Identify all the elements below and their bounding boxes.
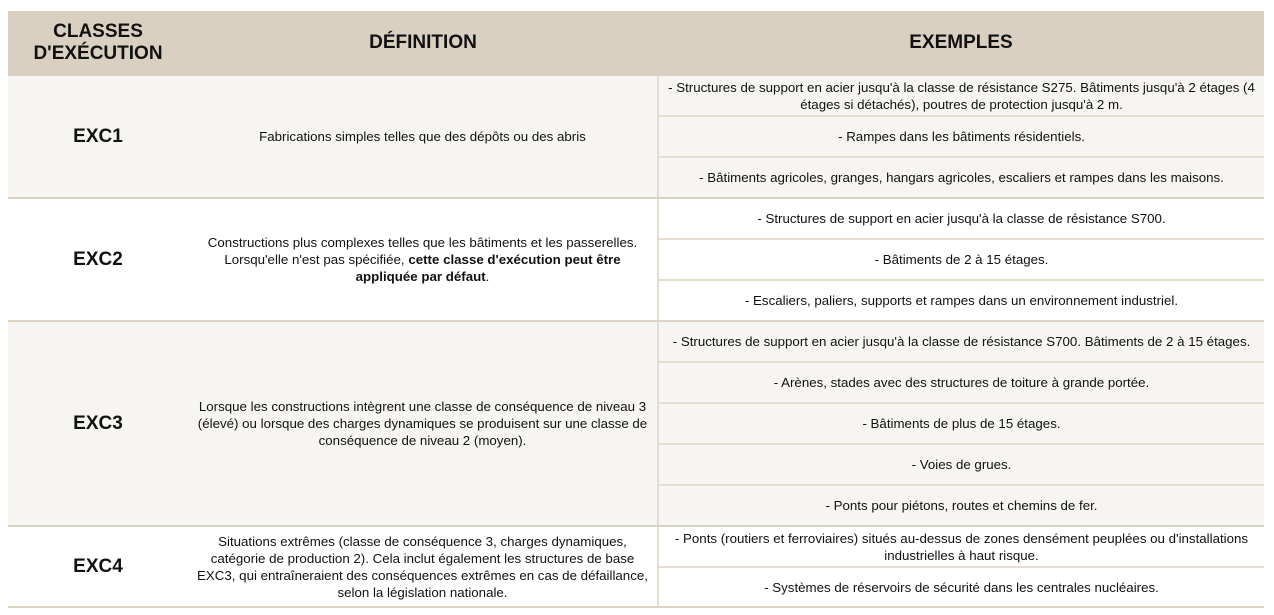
execution-classes-table-wrapper <box>8 11 1264 608</box>
definition-exc1: Fabrications simples telles que des dépôts ou des abris <box>188 75 658 198</box>
class-label-exc3: EXC3 <box>8 321 188 526</box>
example-item: - Bâtiments de 2 à 15 étages. <box>658 239 1264 280</box>
example-item: - Ponts pour piétons, routes et chemins de fer. <box>658 485 1264 526</box>
example-item: - Escaliers, paliers, supports et rampes dans un environnement industriel. <box>658 280 1264 321</box>
example-item: - Structures de support en acier jusqu'à la classe de résistance S700. <box>658 198 1264 239</box>
class-label-exc4: EXC4 <box>8 526 188 607</box>
definition-exc4: Situations extrêmes (classe de conséquence 3, charges dynamiques, catégorie de production 2). Cela inclut également les structures de base EXC3, qui entraîneraient des conséquences extrêmes en cas de défaillance, selon la législation nationale. <box>188 526 658 607</box>
example-item: - Ponts (routiers et ferroviaires) situés au-dessus de zones densément peuplées ou d'installations industrielles à haut risque. <box>658 526 1264 567</box>
definition-exc2-text: Constructions plus complexes telles que les bâtiments et les passerelles. Lorsqu'elle n'est pas spécifiée, <box>207 235 638 267</box>
row-group-exc2 <box>8 198 1264 321</box>
example-item: - Arènes, stades avec des structures de toiture à grande portée. <box>658 362 1264 403</box>
row-group-exc4 <box>8 526 1264 607</box>
header-examples: EXEMPLES <box>658 11 1264 75</box>
example-item: - Bâtiments de plus de 15 étages. <box>658 403 1264 444</box>
definition-exc2 <box>188 198 658 321</box>
header-definition: DÉFINITION <box>188 11 658 75</box>
table-header-row <box>8 11 1264 75</box>
example-item: - Systèmes de réservoirs de sécurité dans les centrales nucléaires. <box>658 567 1264 607</box>
table-row <box>8 75 1264 116</box>
class-label-exc2: EXC2 <box>8 198 188 321</box>
definition-exc3: Lorsque les constructions intègrent une classe de conséquence de niveau 3 (élevé) ou lorsque des charges dynamiques se produisent sur une classe de conséquence de niveau 2 (moyen). <box>188 321 658 526</box>
row-group-exc1 <box>8 75 1264 198</box>
header-classes: CLASSES D'EXÉCUTION <box>8 11 188 75</box>
row-group-exc3 <box>8 321 1264 526</box>
execution-classes-table <box>8 11 1264 608</box>
table-row <box>8 198 1264 239</box>
table-row <box>8 526 1264 567</box>
example-item: - Voies de grues. <box>658 444 1264 485</box>
definition-exc2-bold: cette classe d'exécution peut être appliquée par défaut <box>355 252 621 284</box>
table-row <box>8 321 1264 362</box>
definition-exc2-end: . <box>485 269 490 284</box>
class-label-exc1: EXC1 <box>8 75 188 198</box>
example-item: - Bâtiments agricoles, granges, hangars agricoles, escaliers et rampes dans les maisons. <box>658 157 1264 198</box>
example-item: - Structures de support en acier jusqu'à la classe de résistance S275. Bâtiments jusqu'à 2 étages (4 étages si détachés), poutres de protection jusqu'à 2 m. <box>658 75 1264 116</box>
example-item: - Structures de support en acier jusqu'à la classe de résistance S700. Bâtiments de 2 à 15 étages. <box>658 321 1264 362</box>
example-item: - Rampes dans les bâtiments résidentiels. <box>658 116 1264 157</box>
